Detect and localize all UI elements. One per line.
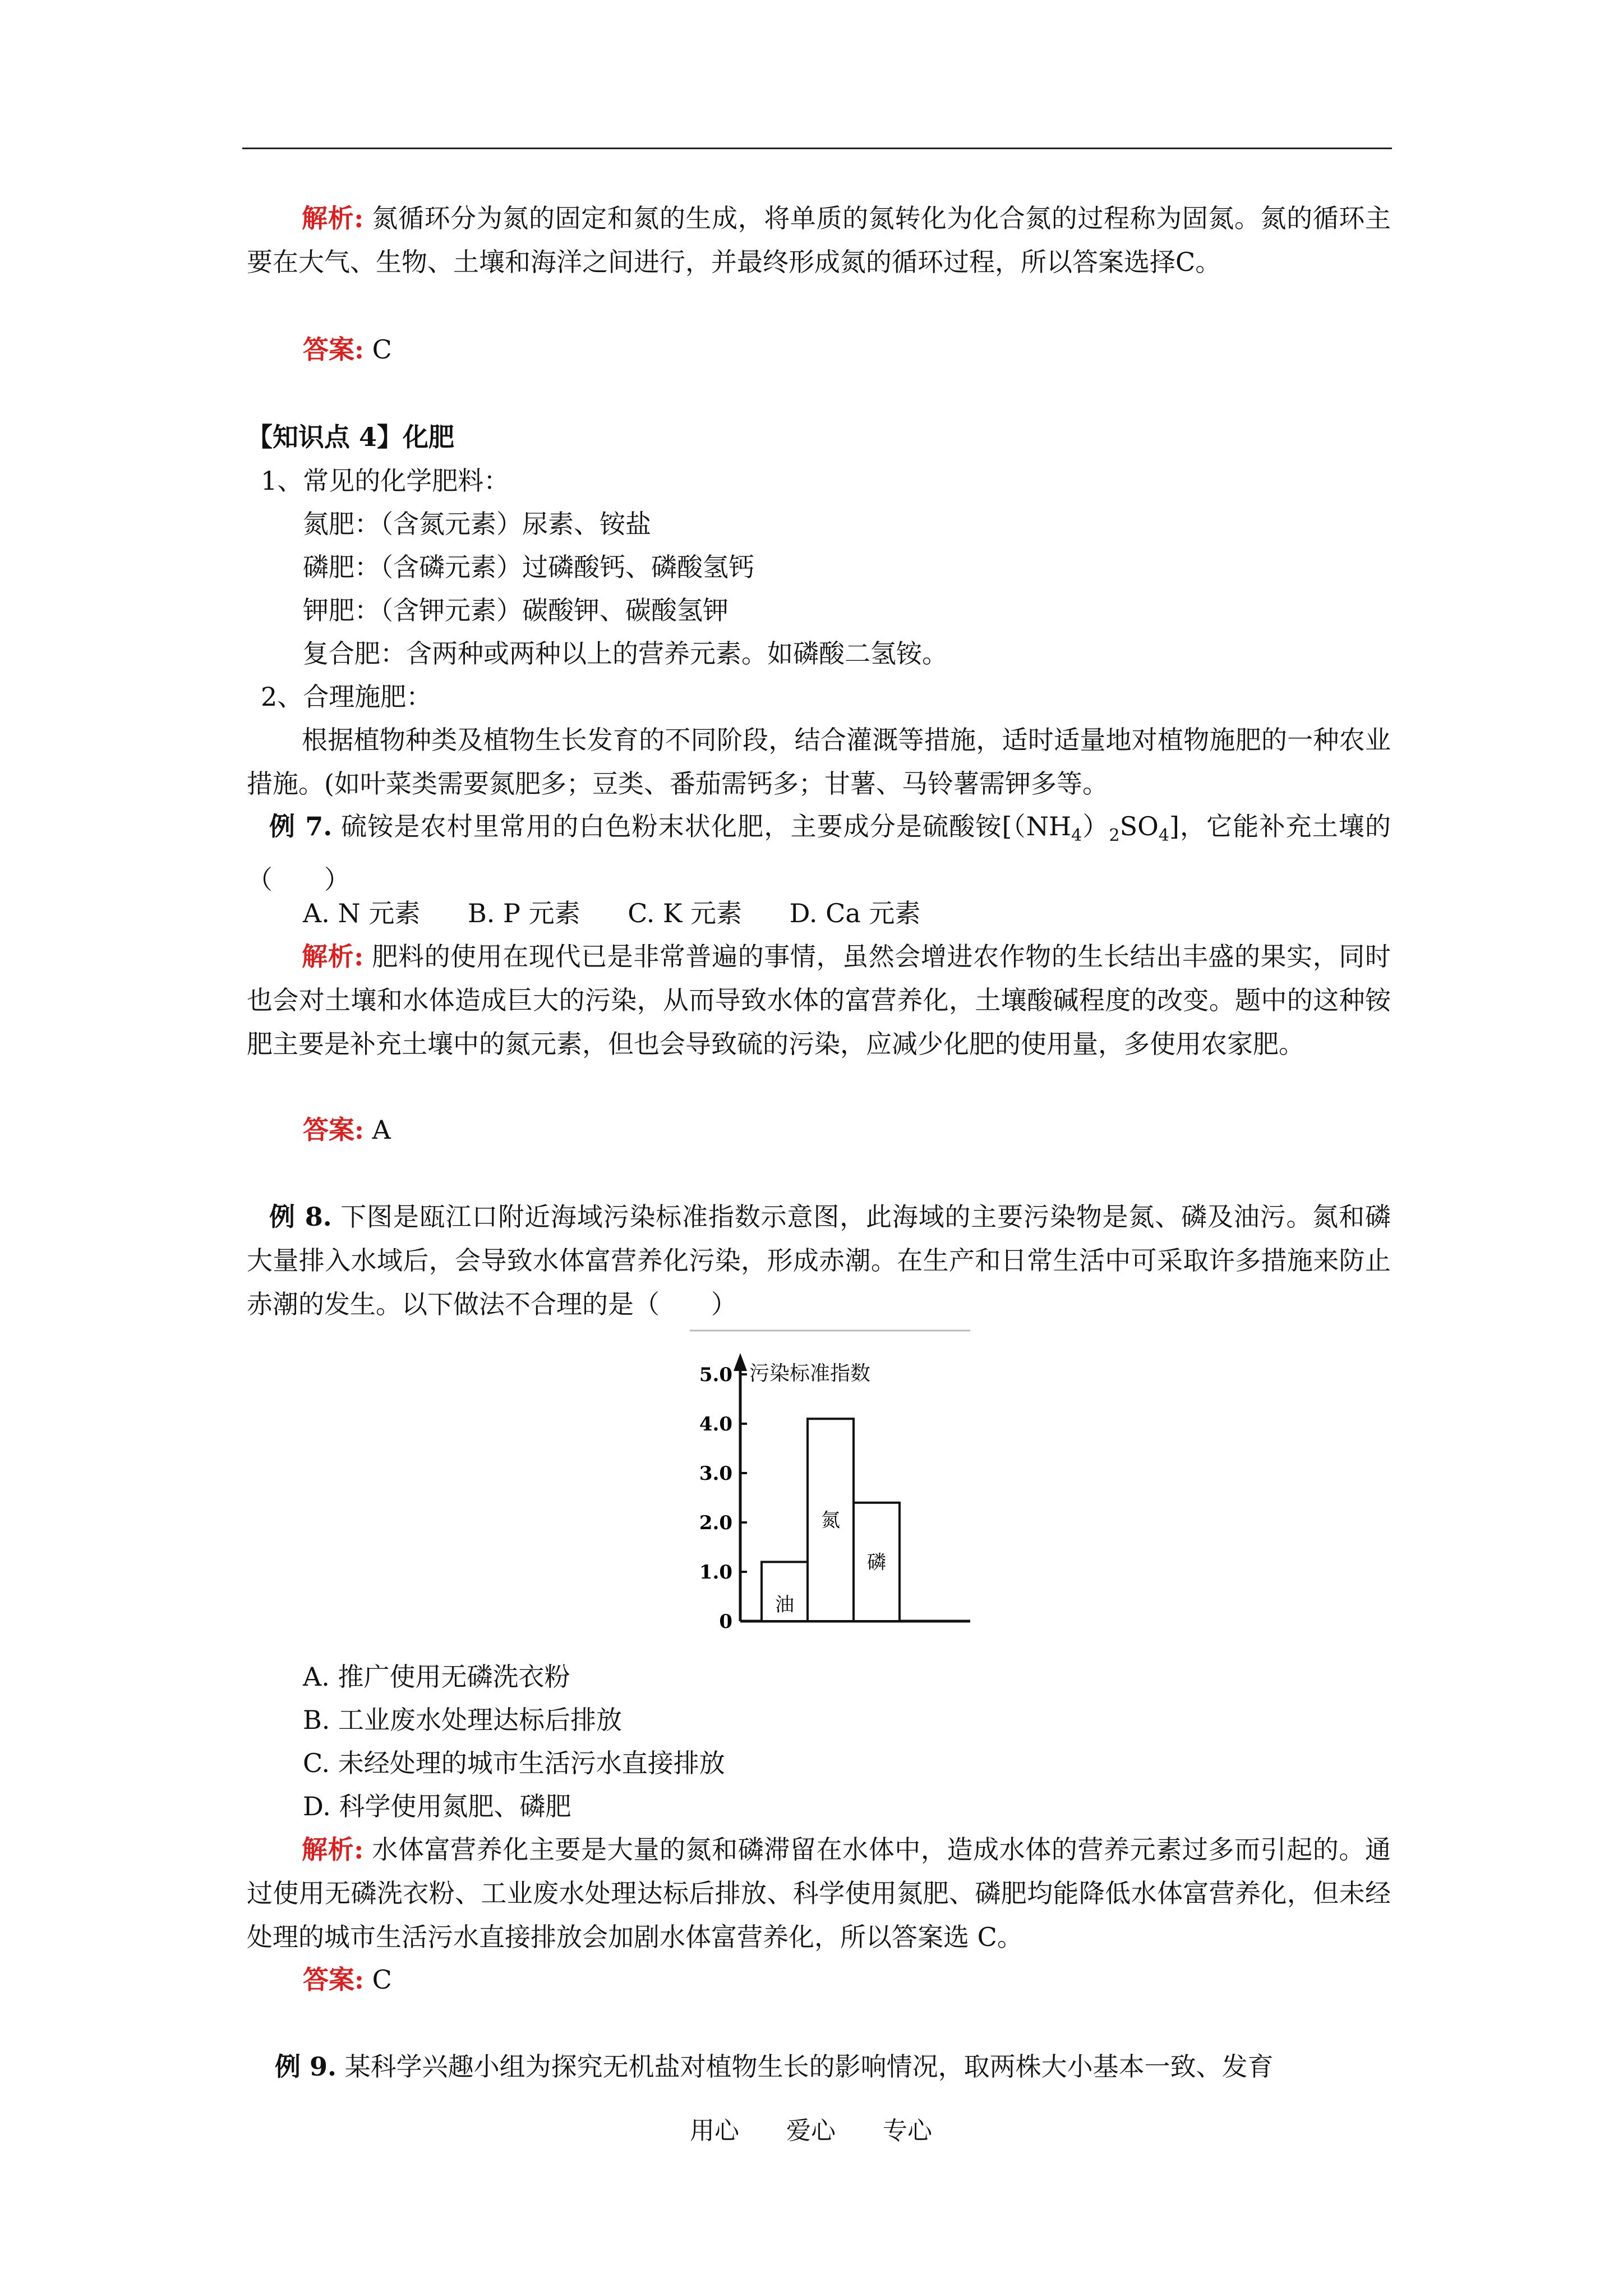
option-a: A. N 元素 <box>303 898 421 928</box>
example-label: 例 9. <box>275 2051 337 2082</box>
pollution-index-chart <box>684 1324 976 1638</box>
analysis-1 <box>247 196 1391 284</box>
list-item: 磷肥：（含磷元素）过磷酸钙、磷酸氢钙 <box>303 552 754 582</box>
example-8-answer <box>303 1958 392 2001</box>
footer-item: 爱心 <box>786 2116 836 2145</box>
example-7-options <box>303 891 960 935</box>
analysis-label: 解析: <box>302 203 364 233</box>
option-b: B. 工业废水处理达标后排放 <box>303 1705 623 1735</box>
list-item: 氮肥：（含氮元素）尿素、铵盐 <box>303 509 651 539</box>
answer-label: 答案: <box>303 334 364 365</box>
option-b: B. P 元素 <box>467 898 580 928</box>
example-text: 某科学兴趣小组为探究无机盐对植物生长的影响情况，取两株大小基本一致、发育 <box>344 2051 1274 2082</box>
analysis-label: 解析: <box>302 1834 364 1865</box>
y-tick-label: 2.0 <box>699 1512 732 1534</box>
example-7-analysis <box>247 935 1391 1066</box>
y-tick-label: 3.0 <box>699 1462 732 1485</box>
example-label: 例 7. <box>269 811 333 841</box>
section-heading: 【知识点 4】化肥 <box>247 422 455 452</box>
answer-value: C <box>372 334 392 365</box>
y-axis-arrow <box>734 1353 747 1371</box>
header-rule <box>242 148 1392 149</box>
answer-label: 答案: <box>303 1115 364 1145</box>
footer-item: 专心 <box>883 2116 932 2145</box>
option-d: D. 科学使用氮肥、磷肥 <box>303 1791 571 1821</box>
analysis-text: 氮循环分为氮的固定和氮的生成，将单质的氮转化为化合氮的过程称为固氮。氮的循环主要在大气、生物、土壤和海洋之间进行，并最终形成氮的循环过程，所以答案选择C。 <box>247 203 1391 277</box>
answer-value: A <box>372 1115 391 1145</box>
example-9 <box>275 2045 1274 2088</box>
bar-label: 氮 <box>821 1509 840 1532</box>
y-tick-label: 5.0 <box>699 1364 732 1386</box>
y-tick-label: 0 <box>719 1611 732 1633</box>
analysis-text: 肥料的使用在现代已是非常普遍的事情，虽然会增进农作物的生长结出丰盛的果实，同时也会对土壤和水体造成巨大的污染，从而导致水体的富营养化，土壤酸碱程度的改变。题中的这种铵肥主要是补充土壤中的氮元素，但也会导致硫的污染，应减少化肥的使用量，多使用农家肥。 <box>247 941 1391 1059</box>
example-7-answer <box>303 1108 391 1152</box>
list-item: 复合肥：含两种或两种以上的营养元素。如磷酸二氢铵。 <box>303 638 948 669</box>
example-8 <box>247 1195 1391 1326</box>
list-item: 钾肥：（含钾元素）碳酸钾、碳酸氢钾 <box>303 595 728 625</box>
example-text: 下图是瓯江口附近海域污染标准指数示意图，此海域的主要污染物是氮、磷及油污。氮和磷大量排入水域后，会导致水体富营养化污染，形成赤潮。在生产和日常生活中可采取许多措施来防止赤潮的发生。以下做法不合理的是（ ） <box>247 1202 1391 1319</box>
subheading-1: 1、常见的化学肥料： <box>261 466 510 496</box>
answer-1 <box>303 328 392 371</box>
bar-label: 磷 <box>867 1551 886 1574</box>
bar-label: 油 <box>775 1594 794 1616</box>
subheading-2: 2、合理施肥： <box>261 682 432 712</box>
kp4-paragraph: 根据植物种类及植物生长发育的不同阶段，结合灌溉等措施，适时适量地对植物施肥的一种农业措施。(如叶菜类需要氮肥多；豆类、番茄需钙多；甘薯、马铃薯需钾多等。 <box>247 725 1391 799</box>
option-a: A. 推广使用无磷洗衣粉 <box>303 1662 570 1692</box>
y-tick-label: 1.0 <box>699 1561 732 1584</box>
answer-value: C <box>372 1964 392 1995</box>
analysis-text: 水体富营养化主要是大量的氮和磷滞留在水体中，造成水体的营养元素过多而引起的。通过使用无磷洗衣粉、工业废水处理达标后排放、科学使用氮肥、磷肥均能降低水体富营养化，但未经处理的城市生活污水直接排放会加剧水体富营养化，所以答案选 C。 <box>247 1834 1391 1952</box>
y-tick-label: 4.0 <box>699 1413 732 1435</box>
example-8-analysis <box>247 1828 1391 1959</box>
footer <box>690 2110 971 2146</box>
option-c: C. 未经处理的城市生活污水直接排放 <box>303 1748 725 1778</box>
option-d: D. Ca 元素 <box>789 898 921 928</box>
option-c: C. K 元素 <box>628 898 743 928</box>
analysis-label: 解析: <box>302 941 364 972</box>
answer-label: 答案: <box>303 1964 364 1995</box>
example-7: 例 7. 硫铵是农村里常用的白色粉末状化肥，主要成分是硫酸铵$[(NH_4)_2SO_4]$，它能补充土壤的（ ） <box>247 811 1391 895</box>
example-label: 例 8. <box>269 1202 332 1232</box>
footer-item: 用心 <box>690 2116 739 2145</box>
y-axis-label: 污染标准指数 <box>749 1362 871 1385</box>
